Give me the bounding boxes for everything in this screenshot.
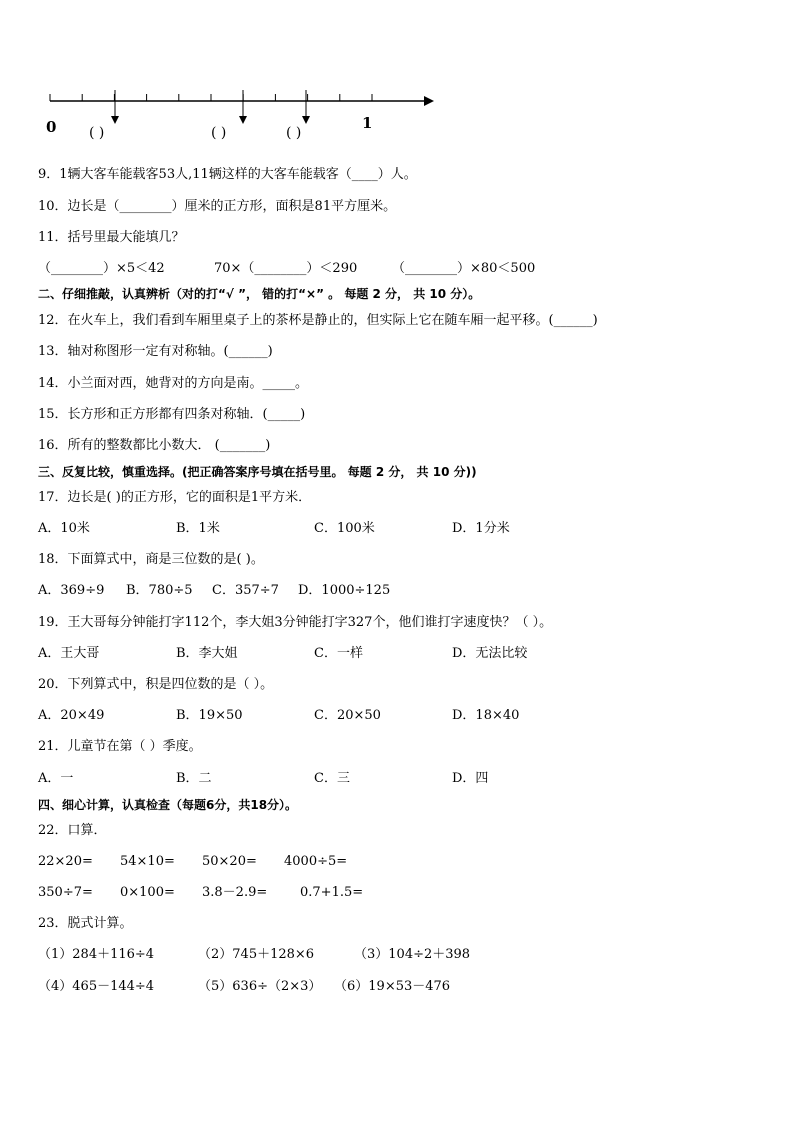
q17-option-b: B．1米 — [176, 521, 220, 536]
question-23: 23．脱式计算。 — [38, 916, 133, 931]
q21-option-b: B．二 — [176, 771, 212, 786]
q20-option-d: D．18×40 — [452, 708, 520, 723]
question-11-item-2: 70×（________）＜290 — [214, 261, 358, 276]
q22-item-7: 3.8－2.9= — [202, 885, 268, 900]
q17-option-a: A．10米 — [38, 521, 90, 536]
q19-option-d: D．无法比较 — [452, 646, 528, 661]
q20-option-c: C．20×50 — [314, 708, 381, 723]
q23-item-3: （3）104÷2＋398 — [354, 947, 471, 962]
arrow-1 — [111, 90, 119, 124]
q18-option-c: C．357÷7 — [212, 583, 279, 598]
q19-option-c: C．一样 — [314, 646, 363, 661]
q17-option-d: D．1分米 — [452, 521, 510, 536]
q23-item-2: （2）745＋128×6 — [198, 947, 315, 962]
arrow-2 — [239, 90, 247, 124]
question-18: 18．下面算式中，商是三位数的是( )。 — [38, 552, 264, 567]
question-22: 22．口算． — [38, 823, 107, 838]
question-10: 10．边长是（________）厘米的正方形，面积是81平方厘米。 — [38, 199, 397, 214]
q23-item-1: （1）284＋116÷4 — [38, 947, 155, 962]
question-11-item-3: （________）×80＜500 — [392, 261, 536, 276]
question-15: 15．长方形和正方形都有四条对称轴．(_____) — [38, 407, 306, 422]
question-16: 16．所有的整数都比小数大． (_______) — [38, 438, 271, 453]
q19-option-b: B．李大姐 — [176, 646, 238, 661]
q22-item-6: 0×100= — [120, 885, 175, 900]
q22-item-3: 50×20= — [202, 854, 257, 869]
question-20: 20．下列算式中，积是四位数的是（ ）。 — [38, 677, 274, 692]
question-12: 12．在火车上，我们看到车厢里桌子上的茶杯是静止的，但实际上它在随车厢一起平移。(______) — [38, 313, 598, 328]
q22-item-2: 54×10= — [120, 854, 175, 869]
question-9: 9．1辆大客车能载客53人,11辆这样的大客车能载客（____）人。 — [38, 167, 417, 182]
question-21: 21．儿童节在第（ ）季度。 — [38, 739, 202, 754]
q21-option-a: A．一 — [38, 771, 74, 786]
number-line — [0, 0, 794, 150]
q18-option-a: A．369÷9 — [38, 583, 105, 598]
section-3-heading: 三、反复比较，慎重选择。(把正确答案序号填在括号里。 每题 2 分， 共 10 分)) — [38, 465, 477, 479]
section-4-heading: 四、细心计算，认真检查（每题6分，共18分）。 — [38, 798, 298, 812]
number-line-blank-1[interactable]: ( ) — [89, 125, 105, 141]
number-line-blank-3[interactable]: ( ) — [286, 125, 302, 141]
question-13: 13．轴对称图形一定有对称轴。(______) — [38, 344, 273, 359]
question-11-item-1: （________）×5＜42 — [38, 261, 165, 276]
q23-item-4: （4）465－144÷4 — [38, 979, 155, 994]
q17-option-c: C．100米 — [314, 521, 375, 536]
question-17: 17．边长是( )的正方形，它的面积是1平方米． — [38, 490, 312, 505]
q19-option-a: A．王大哥 — [38, 646, 100, 661]
number-line-blank-2[interactable]: ( ) — [211, 125, 227, 141]
q22-item-1: 22×20= — [38, 854, 93, 869]
q23-item-5: （5）636÷（2×3） — [198, 979, 322, 994]
q18-option-d: D．1000÷125 — [298, 583, 391, 598]
number-line-zero: 0 — [46, 118, 57, 136]
q20-option-a: A．20×49 — [38, 708, 105, 723]
number-line-one: 1 — [362, 114, 373, 132]
q22-item-5: 350÷7= — [38, 885, 93, 900]
q20-option-b: B．19×50 — [176, 708, 243, 723]
q21-option-c: C．三 — [314, 771, 350, 786]
question-14: 14．小兰面对西，她背对的方向是南。_____。 — [38, 376, 309, 391]
q18-option-b: B．780÷5 — [126, 583, 193, 598]
q21-option-d: D．四 — [452, 771, 489, 786]
q22-item-8: 0.7+1.5= — [300, 885, 364, 900]
q23-item-6: （6）19×53－476 — [334, 979, 451, 994]
q22-item-4: 4000÷5= — [284, 854, 348, 869]
section-2-heading: 二、仔细推敲，认真辨析（对的打“√ ”， 错的打“×” 。 每题 2 分， 共 10 分）。 — [38, 287, 481, 301]
arrow-3 — [302, 90, 310, 124]
question-19: 19．王大哥每分钟能打字112个，李大姐3分钟能打字327个，他们谁打字速度快？（ ）。 — [38, 615, 553, 630]
question-11: 11．括号里最大能填几？ — [38, 230, 185, 245]
